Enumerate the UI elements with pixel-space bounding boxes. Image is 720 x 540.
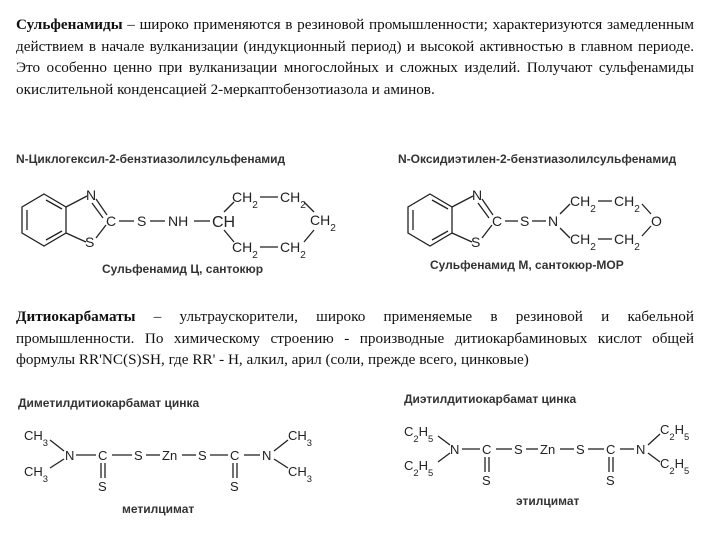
structure2-title: N-Оксидиэтилен-2-бензтиазолилсульфенамид xyxy=(398,152,677,166)
s1-atom-ch2-a: $CH_2$ xyxy=(232,189,258,211)
structure1-title: N-Циклогексил-2-бензтиазолилсульфенамид xyxy=(16,152,286,166)
structure2-diagram xyxy=(398,172,698,272)
s3-ch3-c: $CH_3$ xyxy=(288,428,312,448)
s4-s-dbl-right: S xyxy=(606,473,615,488)
s3-ch3-a: $CH_3$ xyxy=(24,428,48,448)
sulfenamides-text: – широко применяются в резиновой промышленности; характеризуются замедленным действием в начале вулканизации (индукционный период) и высокой активностью в главном периоде. Это особенно ценно при вулканизации многослойных и сложных изделий. Получают сульфенамиды окислительной конденсацией 2-меркаптобензотиазола и аминов. xyxy=(16,16,694,98)
structure4-caption: этилцимат xyxy=(516,494,580,508)
s2-atom-s-link: S xyxy=(520,213,530,229)
s1-atom-nh: NH xyxy=(168,213,189,229)
s4-c-left: C xyxy=(482,442,492,457)
s2-atom-c: C xyxy=(492,213,503,229)
s4-c2h5-a: $C_2H_5$ xyxy=(404,424,434,444)
s3-s-right: S xyxy=(198,448,207,463)
dithiocarbamates-text: – ультраускорители, широко применяемые в резиновой и кабельной промышленности. По химическому строению - производные дитиокарбаминовых кислот общей формулы RR'NC(S)SH, где RR' - H, алкил, арил (соли, прежде всего, цинковые) xyxy=(16,308,694,368)
s1-atom-ch2-b: $CH_2$ xyxy=(280,189,306,211)
s4-c-right: C xyxy=(606,442,616,457)
s2-atom-ch2-a: $CH_2$ xyxy=(570,193,596,215)
s2-atom-ch2-b: $CH_2$ xyxy=(614,193,640,215)
s4-c2h5-c: $C_2H_5$ xyxy=(660,422,690,442)
s4-c2h5-d: $C_2H_5$ xyxy=(660,456,690,476)
s3-s-dbl-right: S xyxy=(230,479,239,494)
structure4-title: Диэтилдитиокарбамат цинка xyxy=(404,392,577,406)
s4-c2h5-b: $C_2H_5$ xyxy=(404,458,434,478)
s4-n-left: N xyxy=(450,442,460,457)
structure1-caption: Сульфенамид Ц, сантокюр xyxy=(102,262,264,276)
s1-atom-s-link: S xyxy=(137,213,147,229)
s3-n-right: N xyxy=(262,448,272,463)
s4-zn: Zn xyxy=(540,442,556,457)
s1-atom-ch2-c: $CH_2$ xyxy=(310,212,336,234)
dithiocarbamates-paragraph xyxy=(16,306,694,371)
s1-atom-n: N xyxy=(86,187,97,203)
structure3-caption: метилцимат xyxy=(122,502,195,516)
s4-n-right: N xyxy=(636,442,646,457)
s2-atom-o: O xyxy=(651,213,662,229)
dithiocarbamates-term: Дитиокарбаматы xyxy=(16,308,136,325)
sulfenamides-term: Сульфенамиды xyxy=(16,16,123,33)
s4-s-right: S xyxy=(576,442,585,457)
s1-atom-s-ring: S xyxy=(85,234,95,250)
s3-zn: Zn xyxy=(162,448,178,463)
s1-atom-ch2-e: $CH_2$ xyxy=(280,239,306,261)
s3-n-left: N xyxy=(65,448,75,463)
s1-atom-ch: CH xyxy=(212,214,236,231)
s3-s-dbl-left: S xyxy=(98,479,107,494)
s3-c-left: C xyxy=(98,448,108,463)
structure3-title: Диметилдитиокарбамат цинка xyxy=(18,396,200,410)
sulfenamides-paragraph xyxy=(16,14,694,100)
structure1-diagram xyxy=(12,172,352,272)
s4-s-dbl-left: S xyxy=(482,473,491,488)
s2-atom-n-amine: N xyxy=(548,213,559,229)
s3-c-right: C xyxy=(230,448,240,463)
s2-atom-s-ring: S xyxy=(471,234,481,250)
s1-atom-c: C xyxy=(106,213,117,229)
s4-s-left: S xyxy=(514,442,523,457)
structure2-caption: Сульфенамид М, сантокюр-МОР xyxy=(430,258,624,272)
s1-atom-ch2-d: $CH_2$ xyxy=(232,239,258,261)
s2-atom-n: N xyxy=(472,187,483,203)
s2-atom-ch2-c: $CH_2$ xyxy=(570,231,596,253)
s2-atom-ch2-d: $CH_2$ xyxy=(614,231,640,253)
s3-ch3-b: $CH_3$ xyxy=(24,464,48,484)
s3-ch3-d: $CH_3$ xyxy=(288,464,312,484)
s3-s-left: S xyxy=(134,448,143,463)
